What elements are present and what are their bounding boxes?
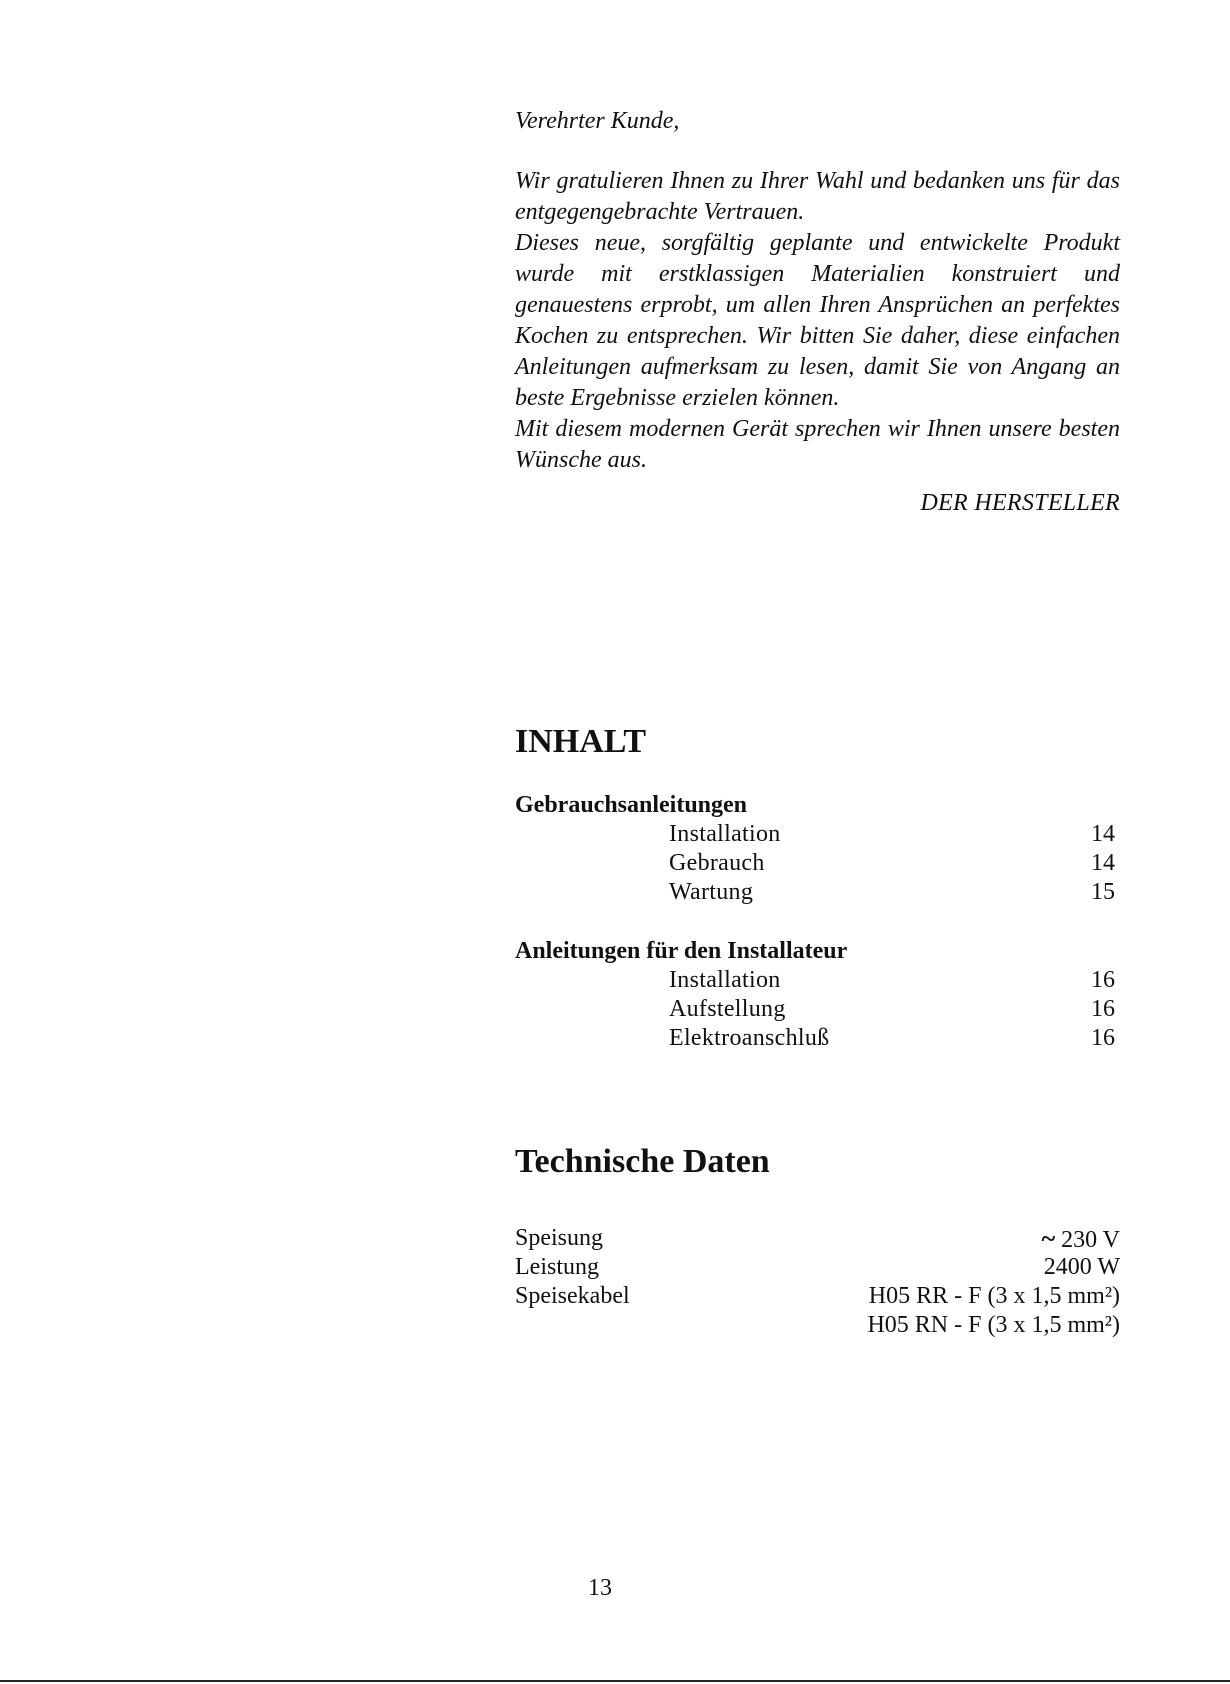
technical-label: Speisekabel xyxy=(515,1283,630,1309)
page-number: 13 xyxy=(588,1575,612,1601)
contents-entry-label: Gebrauch xyxy=(669,850,765,876)
technical-value: H05 RN - F (3 x 1,5 mm²) xyxy=(867,1312,1120,1338)
contents-entry xyxy=(515,820,1115,849)
technical-row xyxy=(515,1282,1120,1311)
contents-entry-label: Elektroanschluß xyxy=(669,1025,830,1051)
letter-salutation: Verehrter Kunde, xyxy=(515,108,680,134)
letter-paragraph: Mit diesem modernen Gerät sprechen wir Ihnen unsere besten Wünsche aus. xyxy=(515,416,1120,473)
contents-entry-page: 16 xyxy=(1091,996,1115,1022)
technical-heading: Technische Daten xyxy=(515,1143,770,1180)
contents-entry xyxy=(515,995,1115,1024)
letter-paragraph: Dieses neue, sorgfältig geplante und entwickelte Produkt wurde mit erstklassigen Materialien konstruiert und genauestens erprobt, um allen Ihren Ansprüchen an perfektes Kochen zu entsprechen. Wir bitten Sie daher, diese einfachen Anleitungen aufmerksam zu lesen, damit Sie von Angang an beste Ergebnisse erzielen können. xyxy=(515,230,1120,411)
technical-value: H05 RR - F (3 x 1,5 mm²) xyxy=(868,1283,1120,1309)
technical-label: Leistung xyxy=(515,1254,599,1280)
contents-entry-label: Installation xyxy=(669,821,781,847)
technical-value-text: 230 V xyxy=(1061,1227,1120,1253)
contents-entry-label: Wartung xyxy=(669,879,754,905)
contents-entry xyxy=(515,878,1115,907)
contents-section xyxy=(515,790,1115,907)
contents-section-title: Anleitungen für den Installateur xyxy=(515,938,848,964)
contents-entry xyxy=(515,849,1115,878)
alternating-current-icon: ~ xyxy=(1041,1224,1056,1253)
contents-entry-page: 16 xyxy=(1091,1025,1115,1051)
contents-entry-page: 16 xyxy=(1091,967,1115,993)
technical-value xyxy=(1042,1224,1120,1255)
technical-row xyxy=(515,1224,1120,1253)
technical-data-table xyxy=(515,1224,1120,1340)
technical-label: Speisung xyxy=(515,1225,604,1251)
letter-body xyxy=(515,166,1120,476)
contents-entry xyxy=(515,1024,1115,1053)
contents-section xyxy=(515,936,1115,1053)
technical-row xyxy=(515,1311,1120,1340)
technical-row xyxy=(515,1253,1120,1282)
letter-paragraph: Wir gratulieren Ihnen zu Ihrer Wahl und bedanken uns für das entgegengebrachte Vertrauen. xyxy=(515,168,1120,225)
contents-section-title: Gebrauchsanleitungen xyxy=(515,792,748,818)
contents-entry-label: Installation xyxy=(669,967,781,993)
letter-signature: DER HERSTELLER xyxy=(920,490,1120,516)
contents-heading: INHALT xyxy=(515,723,647,760)
contents-entry-page: 14 xyxy=(1091,850,1115,876)
contents-entry-page: 15 xyxy=(1091,879,1115,905)
contents-entry xyxy=(515,966,1115,995)
bottom-divider xyxy=(0,1680,1230,1682)
contents-entry-page: 14 xyxy=(1091,821,1115,847)
technical-value: 2400 W xyxy=(1043,1254,1120,1280)
contents-entry-label: Aufstellung xyxy=(669,996,786,1022)
